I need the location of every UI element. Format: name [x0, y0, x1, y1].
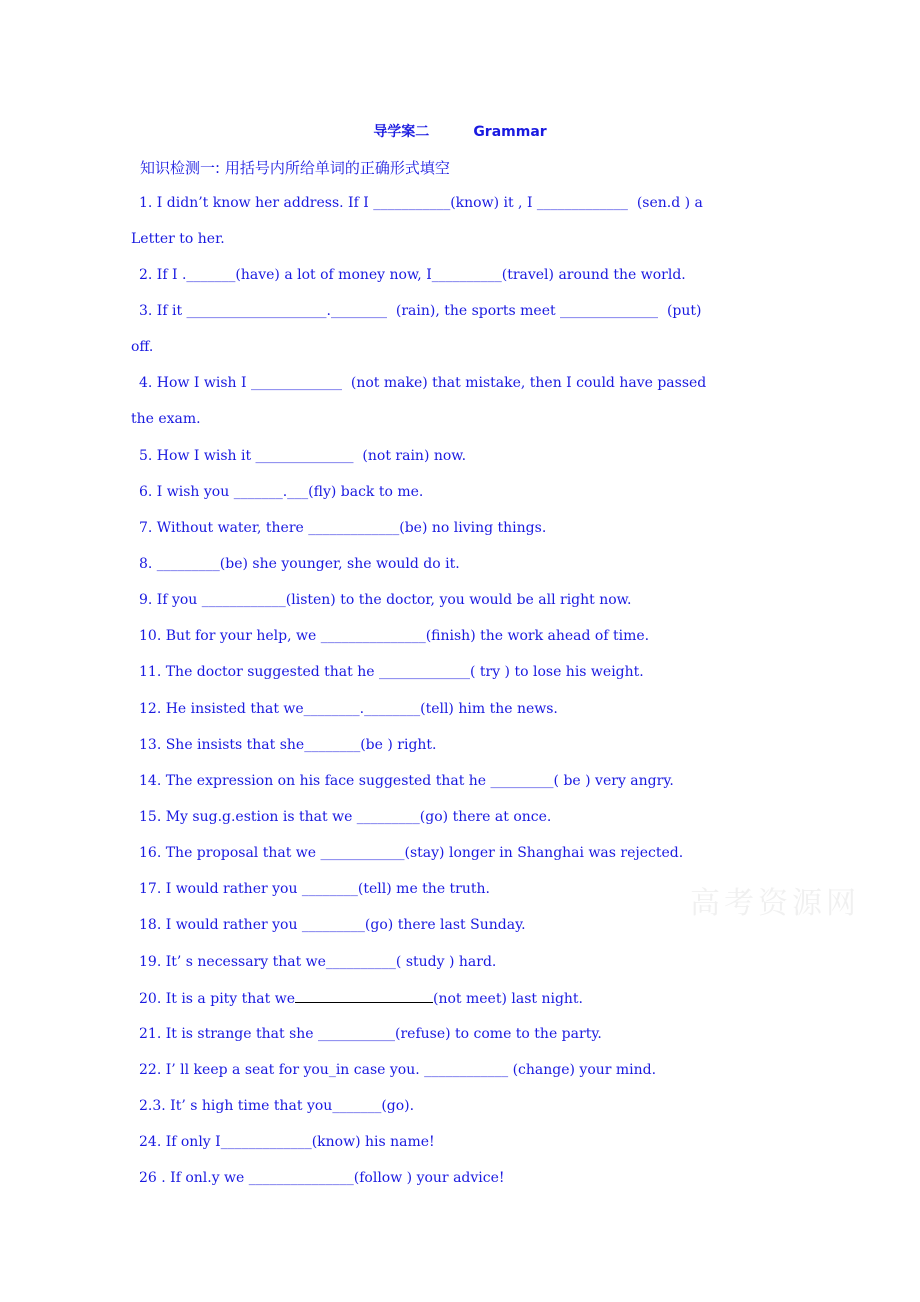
- exercise-line: 13. She insists that she________(be ) right.: [139, 737, 437, 753]
- exercise-line: the exam.: [131, 411, 201, 427]
- exercise-line: 26 . If onl.y we _______________(follow ) your advice!: [139, 1170, 505, 1186]
- exercise-line: 15. My sug.g.estion is that we _________(go) there at once.: [139, 809, 552, 825]
- exercise-line: 18. I would rather you _________(go) there last Sunday.: [139, 917, 526, 933]
- exercise-line: 17. I would rather you ________(tell) me the truth.: [139, 881, 490, 897]
- exercise-line: 1. I didn’t know her address. If I ___________(know) it , I _____________ (sen.d ) a: [139, 195, 703, 211]
- exercise-line: 3. If it ____________________.________ (rain), the sports meet ______________ (put): [139, 303, 702, 319]
- exercise-line: 12. He insisted that we________.________(tell) him the news.: [139, 701, 558, 717]
- exercise-line: 10. But for your help, we _______________(finish) the work ahead of time.: [139, 628, 650, 644]
- exercise-line: off.: [131, 339, 154, 355]
- watermark: 高考资源网: [690, 886, 860, 921]
- exercise-line: 8. _________(be) she younger, she would do it.: [139, 556, 460, 572]
- exercise-line: 6. I wish you _______.___(fly) back to me.: [139, 484, 424, 500]
- exercise-line: 2. If I ._______(have) a lot of money now, I__________(travel) around the world.: [139, 267, 686, 283]
- title-english: Grammar: [473, 124, 547, 140]
- line-20-end: (not meet) last night.: [433, 991, 584, 1007]
- exercise-line: 4. How I wish I _____________ (not make) that mistake, then I could have passed: [139, 375, 707, 391]
- line-20-start: 20. It is a pity that we: [139, 991, 295, 1007]
- exercise-line: 2.3. It’ s high time that you_______(go).: [139, 1098, 415, 1114]
- exercise-line: 24. If only I_____________(know) his name!: [139, 1134, 435, 1150]
- title: [0, 121, 920, 141]
- exercise-line: 11. The doctor suggested that he _____________( try ) to lose his weight.: [139, 664, 644, 680]
- answer-underline: [295, 989, 433, 1003]
- exercise-line: Letter to her.: [131, 231, 225, 247]
- exercise-line: 22. I’ ll keep a seat for you_in case you. ____________ (change) your mind.: [139, 1062, 657, 1078]
- exercise-line: 9. If you ____________(listen) to the doctor, you would be all right now.: [139, 592, 632, 608]
- exercise-line: 16. The proposal that we ____________(stay) longer in Shanghai was rejected.: [139, 845, 684, 861]
- exercise-line-20: [139, 989, 799, 1008]
- exercise-line: 7. Without water, there _____________(be) no living things.: [139, 520, 547, 536]
- exercise-line: 5. How I wish it ______________ (not rain) now.: [139, 448, 467, 464]
- section-heading: 知识检测一: 用括号内所给单词的正确形式填空: [140, 159, 450, 177]
- title-chinese: 导学案二: [373, 124, 430, 140]
- exercise-line: 19. It’ s necessary that we__________( study ) hard.: [139, 954, 497, 970]
- exercise-line: 14. The expression on his face suggested that he _________( be ) very angry.: [139, 773, 674, 789]
- exercise-line: 21. It is strange that she ___________(refuse) to come to the party.: [139, 1026, 602, 1042]
